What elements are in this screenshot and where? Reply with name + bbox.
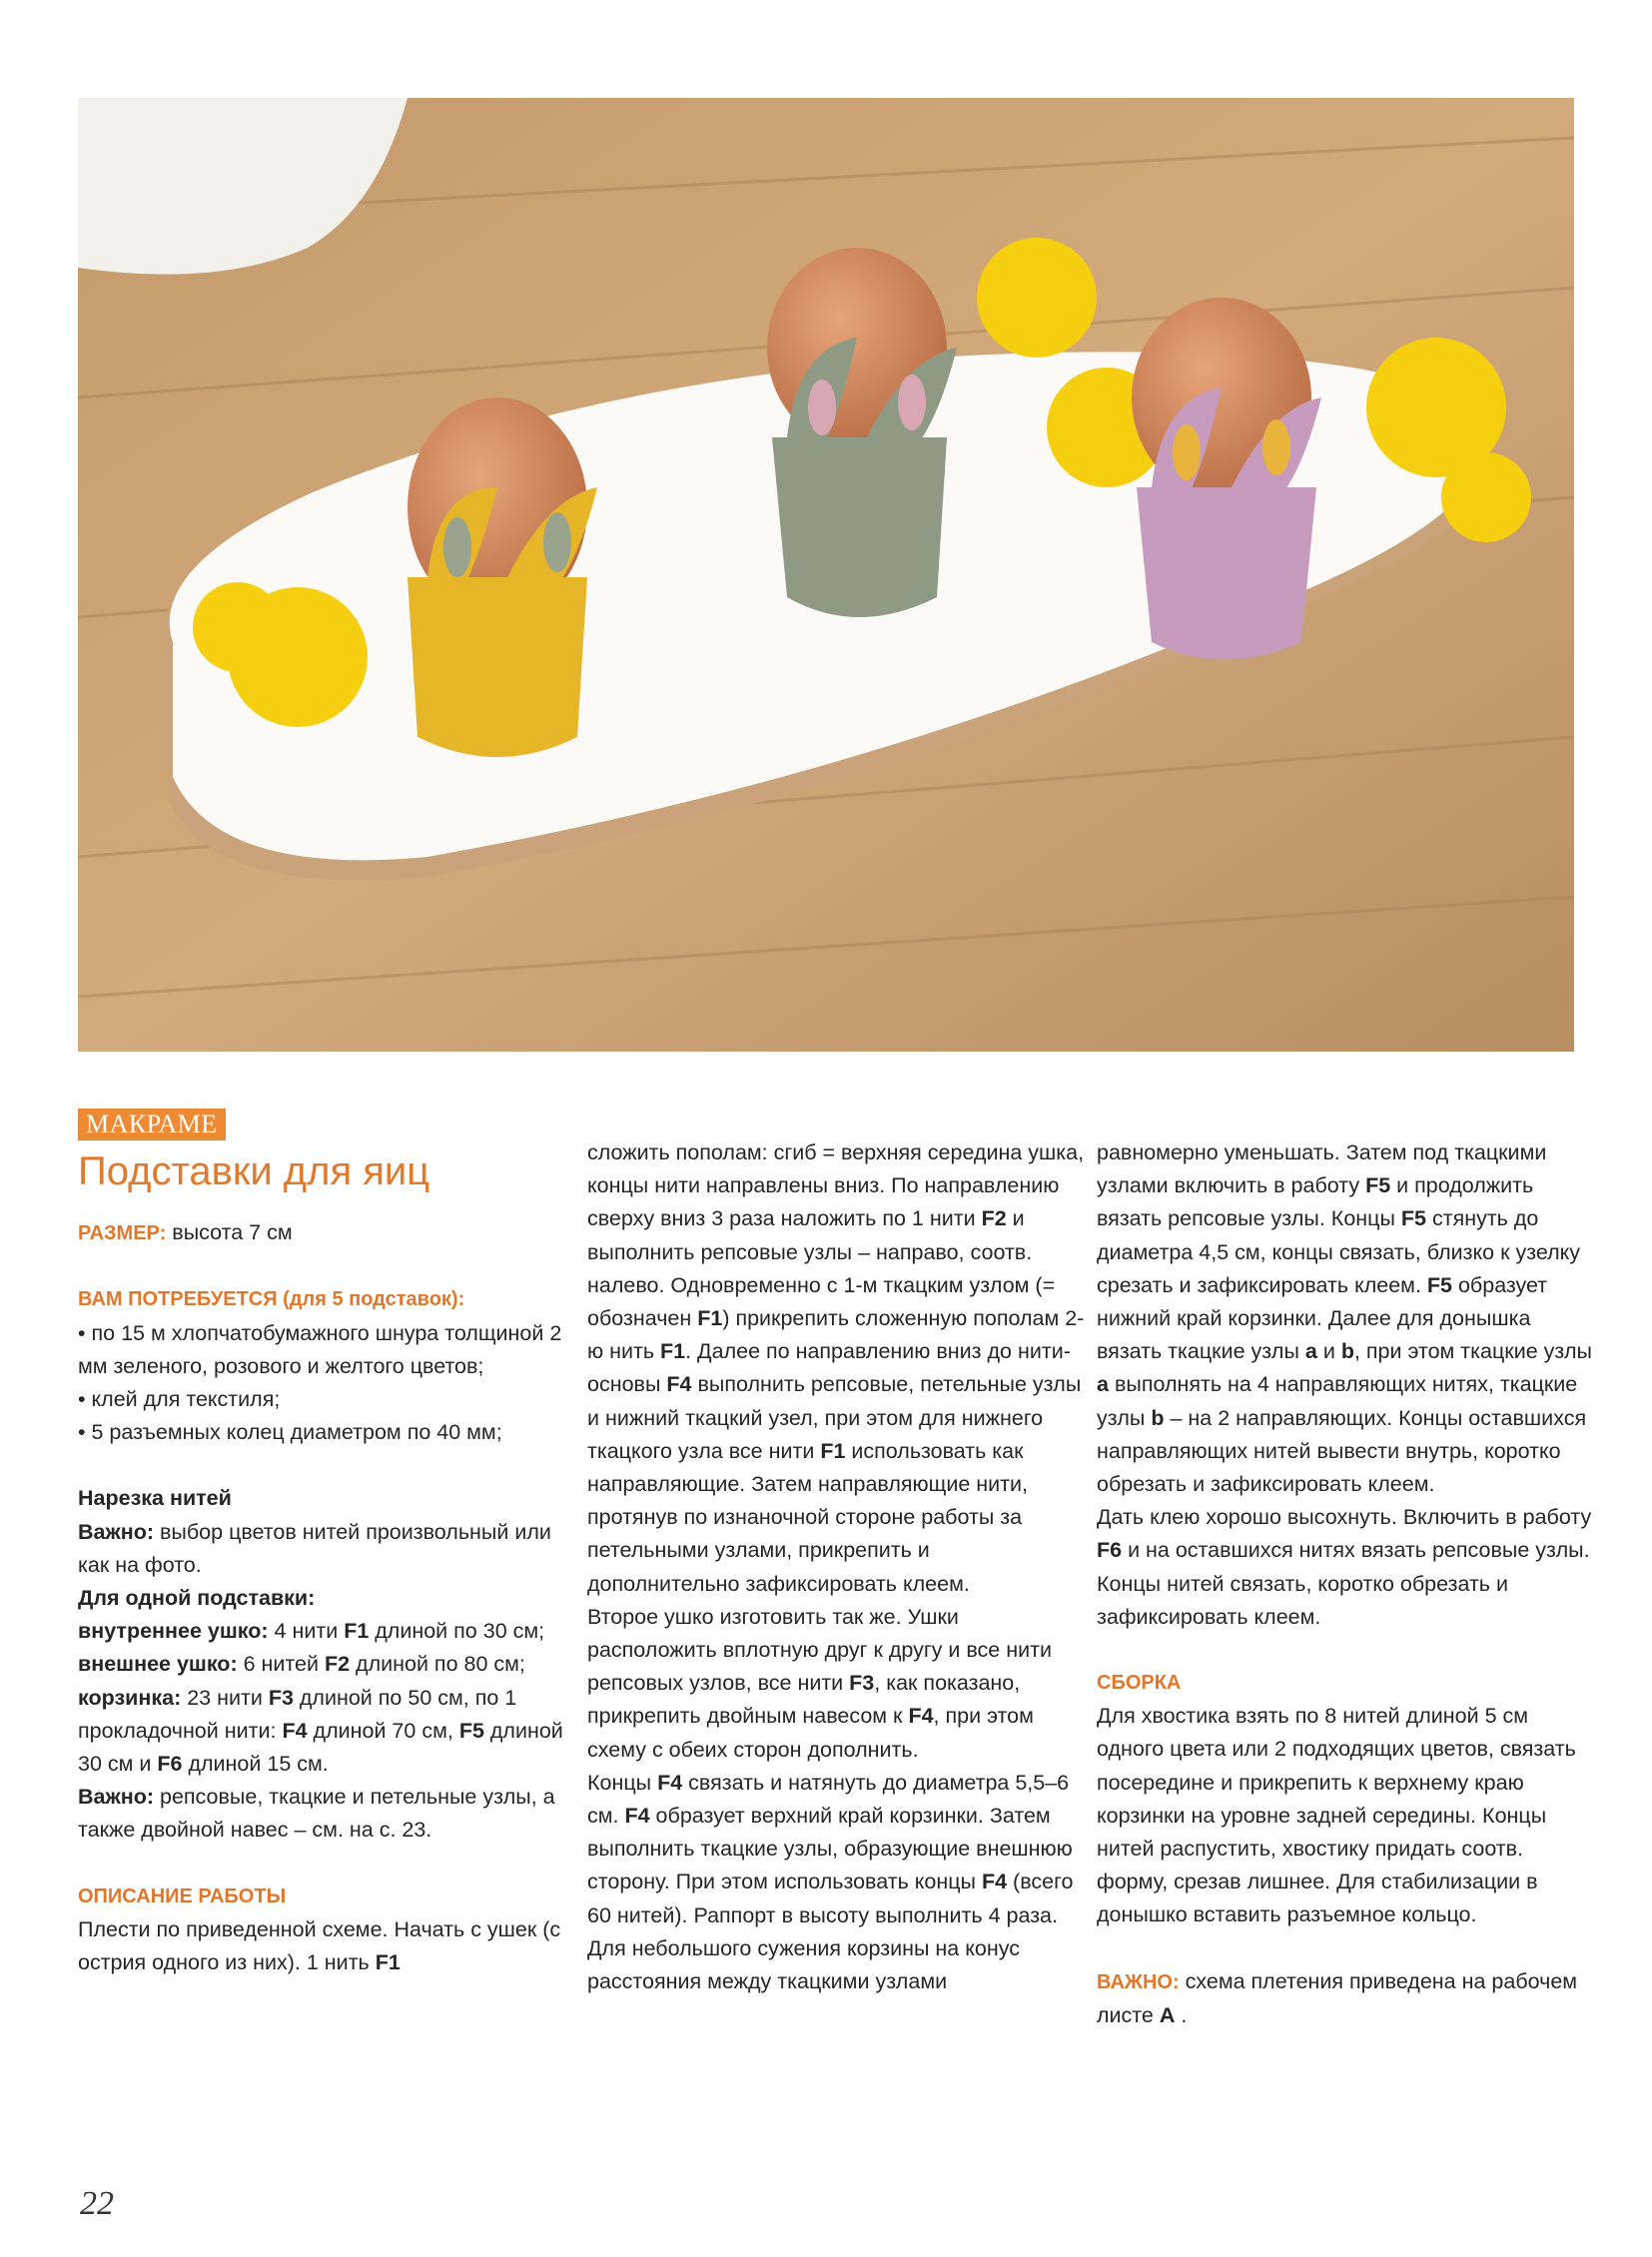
basket-line: корзинка: 23 нити F3 длиной по 50 см, по 1 прокладочной нити: F4 длиной 70 см, F5 длиной 30 см и F6 длиной 15 см. [78, 1685, 563, 1777]
size-line [78, 1216, 577, 1250]
assembly-label: СБОРКА [1097, 1672, 1182, 1695]
page-number: 22 [80, 2185, 114, 2222]
description-p1-cont: сложить пополам: сгиб = верхняя середина ушка, концы нити направлены вниз. По направлению сверху вниз 3 раза наложить по 1 нити F2 и выполнить репсовые узлы – направо, соотв. налево. Одновременно с 1-м ткацким узлом (= обозначен F1) прикрепить сложенную пополам 2-ю нить F1. Далее по направлению вниз до нити-основы F4 выполнить репсовые, петельные узлы и нижний ткацкий узел, при этом для нижнего ткацкого узла все нити F1 использовать как направляющие. Затем направляющие нити, протянув по изнаночной стороне работы за петельными узлами, прикрепить и дополнительно зафиксировать клеем. [587, 1140, 1085, 1596]
description-p5: Дать клею хорошо высохнуть. Включить в работу F6 и на оставшихся нитях вязать репсовые узлы. Концы нитей связать, коротко обрезать и зафиксировать клеем. [1097, 1505, 1592, 1629]
assembly-text: Для хвостика взять по 8 нитей длиной 5 см одного цвета или 2 подходящих цветов, связать посередине и прикрепить к верхнему краю корзинки на уровне задней середины. Концы нитей распустить, хвостику придать соотв. форму, срезав лишнее. Для стабилизации в донышко вставить разъемное кольцо. [1097, 1704, 1576, 1927]
outer-ear-line: внешнее ушко: 6 нитей F2 длиной по 80 см; [78, 1652, 525, 1677]
materials-item-2: • клей для текстиля; [78, 1387, 281, 1412]
important-1: Важно: выбор цветов нитей произвольный или как на фото. [78, 1519, 551, 1577]
description-label: ОПИСАНИЕ РАБОТЫ [78, 1884, 287, 1907]
one-stand-heading: Для одной подставки: [78, 1586, 316, 1611]
materials-label: ВАМ ПОТРЕБУЕТСЯ (для 5 подставок): [78, 1288, 465, 1311]
materials-item-3: • 5 разъемных колец диаметром по 40 мм; [78, 1420, 502, 1445]
cutting-heading: Нарезка нитей [78, 1486, 232, 1511]
description-p3: Концы F4 связать и натянуть до диаметра 5,5–6 см. F4 образует верхний край корзинки. Затем выполнить ткацкие узлы, образующие внешнюю сторону. При этом использовать концы F4 (всего 60 нитей). Раппорт в высоту выполнить 4 раза. Для небольшого сужения корзины на конус расстояния между ткацкими узлами [587, 1770, 1074, 1994]
column-2 [587, 1136, 1087, 1998]
column-3 [1097, 1136, 1596, 2032]
note-line: ВАЖНО: схема плетения приведена на рабочем листе А . [1097, 1968, 1578, 2027]
description-p4: равномерно уменьшать. Затем под ткацкими узлами включить в работу F5 и продолжить вязать репсовые узлы. Концы F5 стянуть до диаметра 4,5 см, концы связать, близко к узелку срезать и зафиксировать клеем. F5 образует нижний край корзинки. Далее для донышка вязать ткацкие узлы a и b, при этом ткацкие узлы a выполнять на 4 направляющих нитях, ткацкие узлы b – на 2 направляющих. Концы оставшихся направляющих нитей вывести внутрь, коротко обрезать и зафиксировать клеем. [1097, 1140, 1593, 1497]
size-label: РАЗМЕР: [78, 1222, 167, 1245]
inner-ear-line: внутреннее ушко: 4 нити F1 длиной по 30 см; [78, 1619, 545, 1644]
size-text: высота 7 см [166, 1220, 293, 1245]
header-photo [78, 98, 1574, 1052]
description-p1: Плести по приведенной схеме. Начать с ушек (с острия одного из них). 1 нить F1 [78, 1916, 561, 1975]
description-p2: Второе ушко изготовить так же. Ушки расположить вплотную друг к другу и все нити репсовых узлов, все нити F3, как показано, прикрепить двойным навесом к F4, при этом схему с обеих сторон дополнить. [587, 1604, 1052, 1762]
column-1 [78, 1109, 577, 1979]
page-title: Подставки для яиц [78, 1149, 430, 1194]
materials-item-1: • по 15 м хлопчатобумажного шнура толщиной 2 мм зеленого, розового и желтого цветов; [78, 1320, 562, 1378]
section-rubric: МАКРАМЕ [78, 1109, 226, 1140]
important-2: Важно: репсовые, ткацкие и петельные узлы, а также двойной навес – см. на с. 23. [78, 1785, 555, 1843]
egg-cups-photo [78, 98, 1574, 1052]
